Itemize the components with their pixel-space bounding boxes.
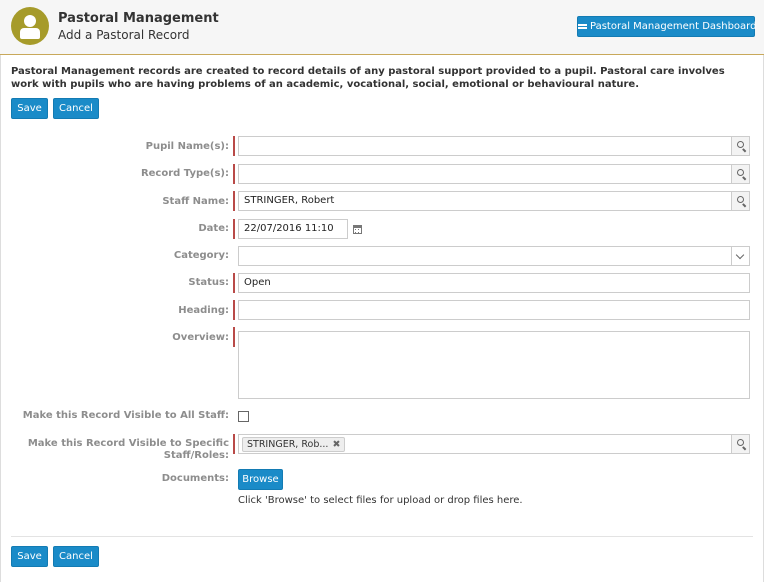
category-label: Category: xyxy=(173,250,229,261)
required-marker xyxy=(233,300,235,320)
page-title: Pastoral Management xyxy=(58,11,219,26)
required-marker xyxy=(233,434,235,454)
search-icon[interactable] xyxy=(731,435,749,453)
required-marker xyxy=(233,164,235,184)
heading-label: Heading: xyxy=(178,305,229,316)
search-icon[interactable] xyxy=(731,192,749,210)
intro-text: Pastoral Management records are created to record details of any pastoral support provided to a pupil. Pastoral care involves work with pupils who are having problems of an academic, vocational, social, emotional or behavioural nature. xyxy=(11,66,725,90)
pupil-names-label: Pupil Name(s): xyxy=(145,141,229,152)
dashboard-button[interactable]: Pastoral Management Dashboard xyxy=(577,16,755,37)
user-avatar-icon xyxy=(11,7,49,45)
search-icon[interactable] xyxy=(731,137,749,155)
overview-textarea[interactable] xyxy=(238,331,750,399)
visible-all-checkbox[interactable] xyxy=(238,411,249,422)
staff-tag: STRINGER, Rob... ✖ xyxy=(242,437,345,452)
staff-name-input[interactable]: STRINGER, Robert xyxy=(238,191,750,211)
required-marker xyxy=(233,327,235,347)
chevron-down-icon[interactable] xyxy=(731,247,749,265)
search-icon[interactable] xyxy=(731,165,749,183)
required-marker xyxy=(233,219,235,239)
required-marker xyxy=(233,191,235,211)
pupil-names-input[interactable] xyxy=(238,136,750,156)
required-marker xyxy=(233,136,235,156)
save-button-top[interactable]: Save xyxy=(11,98,48,119)
visible-specific-input[interactable] xyxy=(238,434,750,454)
required-marker xyxy=(233,273,235,293)
cancel-button-top[interactable]: Cancel xyxy=(53,98,99,119)
cancel-button-bottom[interactable]: Cancel xyxy=(53,546,99,567)
overview-label: Overview: xyxy=(172,332,229,343)
browse-button[interactable]: Browse xyxy=(238,469,283,490)
remove-tag-icon[interactable]: ✖ xyxy=(332,439,341,450)
status-input[interactable]: Open xyxy=(238,273,750,293)
upload-hint: Click 'Browse' to select files for upload or drop files here. xyxy=(238,495,523,506)
save-button-bottom[interactable]: Save xyxy=(11,546,48,567)
status-label: Status: xyxy=(188,277,229,288)
page-subtitle: Add a Pastoral Record xyxy=(58,28,190,42)
heading-input[interactable] xyxy=(238,300,750,320)
visible-all-label: Make this Record Visible to All Staff: xyxy=(22,410,229,421)
staff-name-label: Staff Name: xyxy=(162,196,229,207)
date-input[interactable]: 22/07/2016 11:10 xyxy=(238,219,348,239)
documents-label: Documents: xyxy=(161,473,229,484)
category-select[interactable] xyxy=(238,246,750,266)
calendar-icon[interactable] xyxy=(353,225,362,234)
record-types-input[interactable] xyxy=(238,164,750,184)
record-types-label: Record Type(s): xyxy=(140,168,229,179)
divider xyxy=(11,536,753,537)
date-label: Date: xyxy=(198,223,229,234)
visible-specific-label: Make this Record Visible to Specific Staff/Roles: xyxy=(27,438,229,461)
page-header xyxy=(0,0,764,55)
list-icon xyxy=(578,23,587,30)
